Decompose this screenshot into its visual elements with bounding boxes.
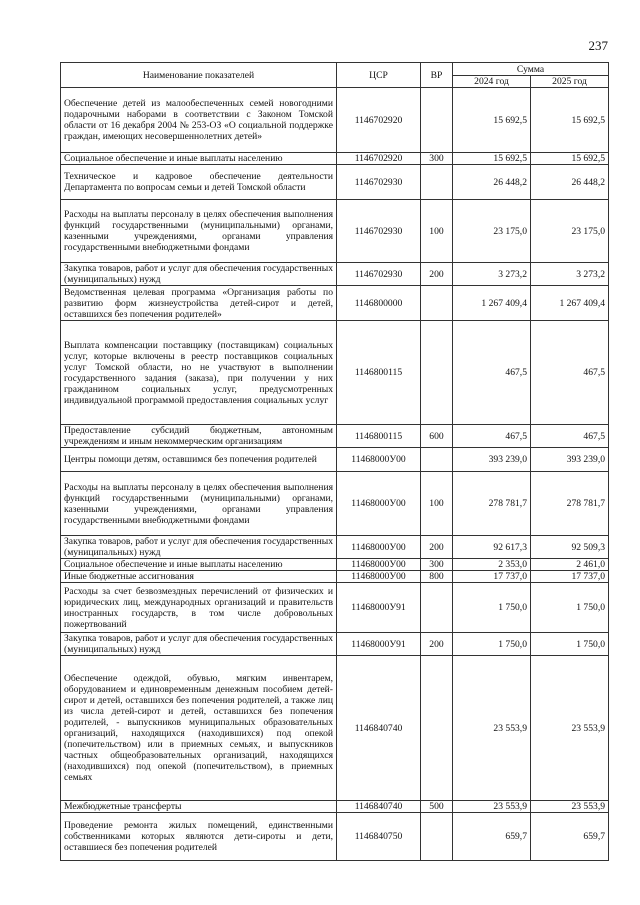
- row-sum-2024: 3 273,2: [453, 263, 531, 286]
- table-row: [61, 165, 609, 200]
- row-sum-2025: 15 692,5: [531, 88, 609, 153]
- row-vr: 800: [421, 571, 453, 583]
- header-sum: Сумма: [453, 63, 609, 76]
- row-name: Расходы на выплаты персоналу в целях обеспечения выполнения функций государственными (муниципальными) органами, казенными учреждениями, органами управления государственными внебюджетными фондами: [61, 200, 337, 263]
- row-name: Предоставление субсидий бюджетным, автономным учреждениям и иным некоммерческим организациям: [61, 425, 337, 448]
- row-name: Выплата компенсации поставщику (поставщикам) социальных услуг, которые включены в реестр поставщиков социальных услуг Томской области, но не участвуют в выполнении государственного задания (заказа), при получении у них гражданином социальных услуг, предусмотренных индивидуальной программой предоставления социальных услуг: [61, 321, 337, 425]
- row-vr: [421, 448, 453, 472]
- table-row: [61, 263, 609, 286]
- row-vr: 600: [421, 425, 453, 448]
- row-vr: 200: [421, 263, 453, 286]
- row-vr: 100: [421, 200, 453, 263]
- row-sum-2024: 467,5: [453, 425, 531, 448]
- header-year-2024: 2024 год: [453, 76, 531, 88]
- row-sum-2024: 23 553,9: [453, 801, 531, 813]
- row-vr: [421, 813, 453, 861]
- row-sum-2025: 3 273,2: [531, 263, 609, 286]
- table-row: [61, 656, 609, 801]
- row-vr: [421, 321, 453, 425]
- row-name: Межбюджетные трансферты: [61, 801, 337, 813]
- table-row: [61, 88, 609, 153]
- table-row: [61, 425, 609, 448]
- row-name: Социальное обеспечение и иные выплаты населению: [61, 559, 337, 571]
- row-name: Социальное обеспечение и иные выплаты населению: [61, 153, 337, 165]
- row-name: Расходы за счет безвозмездных перечислений от физических и юридических лиц, международных организаций и правительств иностранных государств, в том числе добровольных пожертвований: [61, 583, 337, 633]
- row-sum-2024: 26 448,2: [453, 165, 531, 200]
- header-csr: ЦСР: [337, 63, 421, 88]
- header-name: Наименование показателей: [61, 63, 337, 88]
- row-vr: [421, 656, 453, 801]
- row-sum-2024: 1 267 409,4: [453, 286, 531, 321]
- row-csr: 1146702930: [337, 165, 421, 200]
- row-csr: 1146800000: [337, 286, 421, 321]
- row-csr: 11468000У00: [337, 448, 421, 472]
- row-name: Закупка товаров, работ и услуг для обеспечения государственных (муниципальных) нужд: [61, 263, 337, 286]
- row-csr: 11468000У91: [337, 583, 421, 633]
- row-csr: 1146840750: [337, 813, 421, 861]
- table-row: [61, 559, 609, 571]
- row-vr: [421, 88, 453, 153]
- table-row: [61, 321, 609, 425]
- row-sum-2025: 467,5: [531, 321, 609, 425]
- table-row: [61, 472, 609, 536]
- row-vr: [421, 583, 453, 633]
- row-sum-2025: 2 461,0: [531, 559, 609, 571]
- row-csr: 11468000У00: [337, 536, 421, 559]
- row-vr: 200: [421, 536, 453, 559]
- row-name: Обеспечение детей из малообеспеченных семей новогодними подарочными наборами в соответствии с Законом Томской области от 16 декабря 2004 № 253-ОЗ «О социальной поддержке граждан, имеющих несовершеннолетних детей»: [61, 88, 337, 153]
- row-sum-2025: 393 239,0: [531, 448, 609, 472]
- row-sum-2024: 15 692,5: [453, 153, 531, 165]
- row-csr: 11468000У00: [337, 472, 421, 536]
- row-vr: [421, 286, 453, 321]
- row-csr: 11468000У00: [337, 559, 421, 571]
- row-sum-2024: 2 353,0: [453, 559, 531, 571]
- table-row: [61, 813, 609, 861]
- row-sum-2025: 1 267 409,4: [531, 286, 609, 321]
- row-sum-2025: 92 509,3: [531, 536, 609, 559]
- row-sum-2025: 26 448,2: [531, 165, 609, 200]
- row-name: Закупка товаров, работ и услуг для обеспечения государственных (муниципальных) нужд: [61, 633, 337, 656]
- table-row: [61, 583, 609, 633]
- row-sum-2025: 467,5: [531, 425, 609, 448]
- row-csr: 1146840740: [337, 801, 421, 813]
- row-name: Закупка товаров, работ и услуг для обеспечения государственных (муниципальных) нужд: [61, 536, 337, 559]
- row-sum-2025: 23 553,9: [531, 656, 609, 801]
- row-name: Техническое и кадровое обеспечение деятельности Департамента по вопросам семьи и детей Томской области: [61, 165, 337, 200]
- row-csr: 11468000У91: [337, 633, 421, 656]
- row-sum-2024: 659,7: [453, 813, 531, 861]
- row-sum-2024: 23 175,0: [453, 200, 531, 263]
- table-row: [61, 153, 609, 165]
- page-number: 237: [588, 38, 608, 53]
- table-row: [61, 200, 609, 263]
- row-sum-2025: 23 175,0: [531, 200, 609, 263]
- table-row: [61, 801, 609, 813]
- table-row: [61, 571, 609, 583]
- row-sum-2024: 1 750,0: [453, 633, 531, 656]
- row-name: Центры помощи детям, оставшимся без попечения родителей: [61, 448, 337, 472]
- row-csr: 1146702920: [337, 153, 421, 165]
- row-vr: 300: [421, 153, 453, 165]
- row-vr: 200: [421, 633, 453, 656]
- table-row: [61, 286, 609, 321]
- row-name: Обеспечение одеждой, обувью, мягким инвентарем, оборудованием и единовременным денежным пособием детей-сирот и детей, оставшихся без попечения родителей, а также лиц из числа детей-сирот и детей, оставшихся без попечения родителей, - выпускников муниципальных образовательных организаций, находящихся (находившихся) под опекой (попечительством) или в приемных семьях, и выпускников частных общеобразовательных организаций, находящихся (находившихся) под опекой (попечительством), в приемных семьях: [61, 656, 337, 801]
- row-sum-2024: 23 553,9: [453, 656, 531, 801]
- table-body: [61, 88, 609, 861]
- row-csr: 1146800115: [337, 425, 421, 448]
- row-name: Проведение ремонта жилых помещений, единственными собственниками которых являются дети-сироты и дети, оставшиеся без попечения родителей: [61, 813, 337, 861]
- budget-table: [60, 62, 609, 861]
- row-csr: 1146702920: [337, 88, 421, 153]
- row-sum-2024: 92 617,3: [453, 536, 531, 559]
- row-sum-2024: 15 692,5: [453, 88, 531, 153]
- row-sum-2024: 278 781,7: [453, 472, 531, 536]
- row-sum-2024: 393 239,0: [453, 448, 531, 472]
- row-vr: [421, 165, 453, 200]
- row-name: Ведомственная целевая программа «Организация работы по развитию форм жизнеустройства детей-сирот и детей, оставшихся без попечения родителей»: [61, 286, 337, 321]
- row-sum-2025: 15 692,5: [531, 153, 609, 165]
- row-name: Расходы на выплаты персоналу в целях обеспечения выполнения функций государственными (муниципальными) органами, казенными учреждениями, органами управления государственными внебюджетными фондами: [61, 472, 337, 536]
- row-sum-2024: 467,5: [453, 321, 531, 425]
- row-csr: 1146840740: [337, 656, 421, 801]
- row-sum-2025: 17 737,0: [531, 571, 609, 583]
- row-sum-2024: 17 737,0: [453, 571, 531, 583]
- row-vr: 300: [421, 559, 453, 571]
- header-year-2025: 2025 год: [531, 76, 609, 88]
- row-name: Иные бюджетные ассигнования: [61, 571, 337, 583]
- table-row: [61, 536, 609, 559]
- row-vr: 500: [421, 801, 453, 813]
- table-row: [61, 448, 609, 472]
- row-sum-2025: 1 750,0: [531, 633, 609, 656]
- row-csr: 1146800115: [337, 321, 421, 425]
- table-row: [61, 633, 609, 656]
- header-vr: ВР: [421, 63, 453, 88]
- row-sum-2025: 1 750,0: [531, 583, 609, 633]
- row-csr: 1146702930: [337, 263, 421, 286]
- row-vr: 100: [421, 472, 453, 536]
- row-sum-2024: 1 750,0: [453, 583, 531, 633]
- row-sum-2025: 659,7: [531, 813, 609, 861]
- row-csr: 11468000У00: [337, 571, 421, 583]
- row-sum-2025: 23 553,9: [531, 801, 609, 813]
- row-sum-2025: 278 781,7: [531, 472, 609, 536]
- row-csr: 1146702930: [337, 200, 421, 263]
